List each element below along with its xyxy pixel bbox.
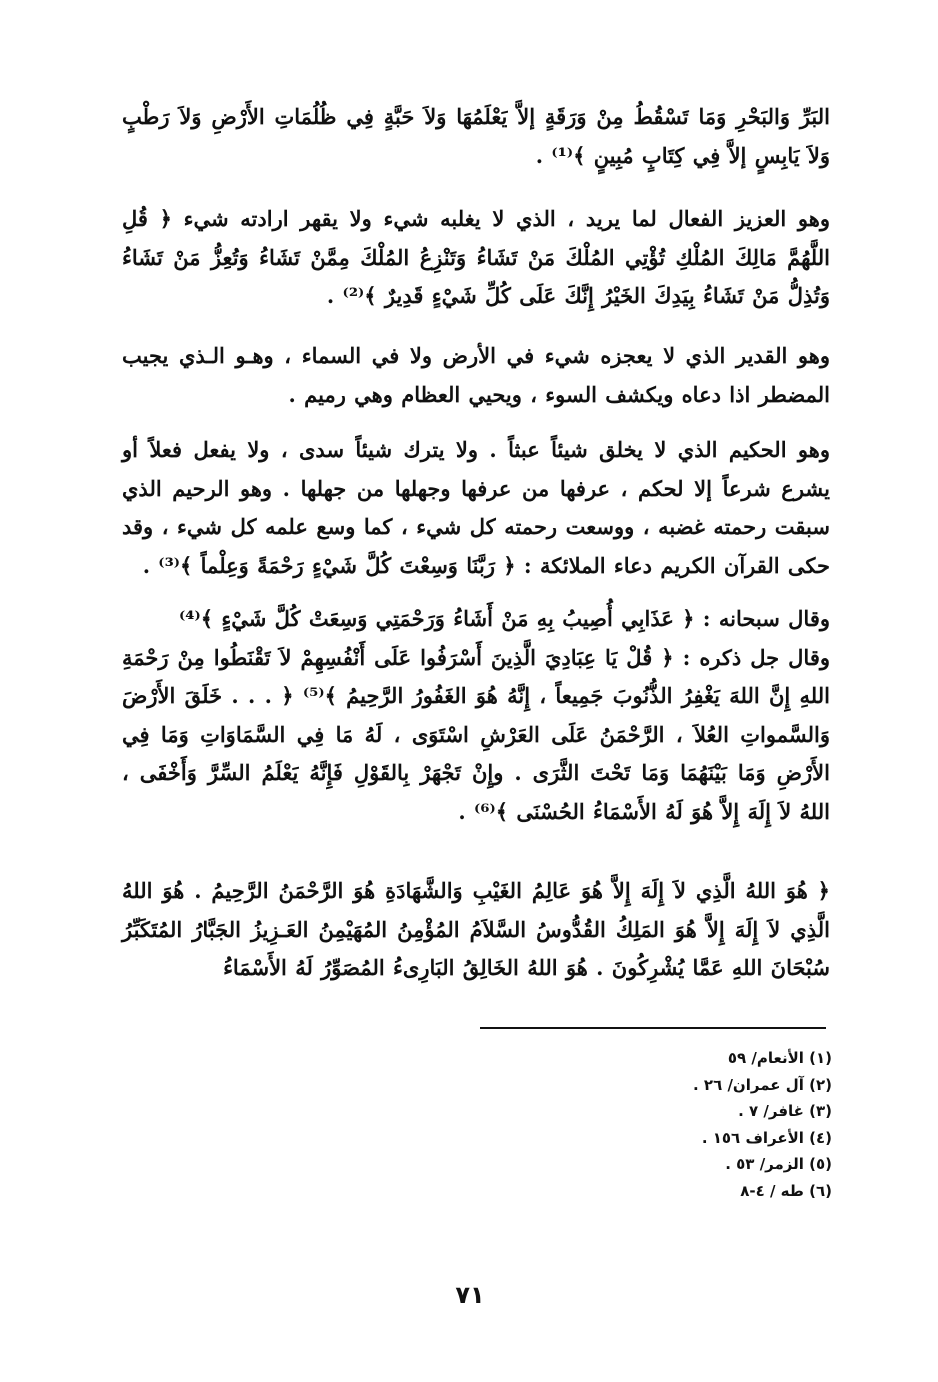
footnotes-list: [480, 1045, 832, 1204]
verse-line-sobhanah: وقال سبحانه : ﴿ عَذَابِي أُصِيبُ بِهِ مَنْ أَشَاءُ وَرَحْمَتِي وَسِعَتْ كُلَّ شَيْءٍ ﴾⁽⁴⁾: [179, 606, 830, 631]
footnote-item: (١) الأنعام/ ٥٩: [727, 1049, 832, 1067]
paragraph-verses: [122, 600, 830, 831]
paragraph-verse-continuation: البَرِّ وَالبَحْرِ وَمَا تَسْقُطُ مِنْ وَرَقَةٍ إلاَّ يَعْلَمُهَا وَلاَ حَبَّةٍ فِي ظُلُمَاتِ الأَرْضِ وَلاَ رَطْبٍ وَلاَ يَابِسٍ إلاَّ فِي كِتَابٍ مُبِينٍ ﴾⁽¹⁾ .: [122, 104, 830, 168]
footnote-item: (٥) الزمر/ ٥٣ .: [725, 1155, 832, 1173]
footnote-item: (٤) الأعراف ١٥٦ .: [701, 1128, 832, 1147]
footnote-divider: [480, 1027, 826, 1029]
page-number: ٧١: [455, 1281, 485, 1309]
paragraph-closing-verse: ﴿ هُوَ اللهُ الَّذِي لاَ إِلَهَ إِلاَّ هُوَ عَالِمُ الغَيْبِ وَالشَّهَادَةِ هُوَ الرَّحْمَنُ الرَّحِيمُ . هُوَ اللهُ الَّذِي لاَ إِلَهَ إِلاَّ هُوَ المَلِكُ القُدُّوسُ السَّلاَمُ المُؤْمِنُ المُهَيْمِنُ العَـزِيزُ الجَبَّارُ المُتَكَبِّرُ سُبْحَانَ اللهِ عَمَّا يُشْرِكُونَ . هُوَ اللهُ الخَالِقُ البَارِىءُ المُصَوِّرُ لَهُ الأَسْمَاءُ: [122, 878, 830, 980]
footnote-item: (٦) طه / ٤-٨: [740, 1181, 832, 1200]
paragraph-al-aziz: وهو العزيز الفعال لما يريد ، الذي لا يغلبه شيء ولا يقهر ارادته شيء ﴿ قُلِ اللَّهُمَّ مَالِكَ المُلْكِ تُؤْتِي المُلْكَ مَنْ تَشَاءُ وَتَنْزِعُ المُلْكَ مِمَّنْ تَشَاءُ وَتُعِزُّ مَنْ تَشَاءُ وَتُذِلُّ مَنْ تَشَاءُ بِيَدِكَ الخَيْرُ إِنَّكَ عَلَى كُلِّ شَيْءٍ قَدِيرٌ ﴾⁽²⁾ .: [122, 206, 830, 308]
footnote-item: (٢) آل عمران/ ٢٦ .: [693, 1075, 832, 1094]
verse-line-jalla-dhikruh: وقال جل ذكره : ﴿ قُلْ يَا عِبَادِيَ الَّذِينَ أَسْرَفُوا عَلَى أَنْفُسِهِمْ لاَ تَقْنَطُوا مِنْ رَحْمَةِ اللهِ إِنَّ اللهَ يَغْفِرُ الذُّنُوبَ جَمِيعاً ، إِنَّهُ هُوَ الغَفُورُ الرَّحِيمُ ﴾⁽⁵⁾ ﴿ . . . خَلَقَ الأَرْضَ وَالسَّمواتِ العُلاَ ، الرَّحْمَنُ عَلَى العَرْشِ اسْتَوَى ، لَهُ مَا فِي السَّمَاوَاتِ وَمَا فِي الأَرْضِ وَمَا بَيْنَهُمَا وَمَا تَحْتَ الثَّرَى . وإِنْ تَجْهَرْ بِالقَوْلِ فَإِنَّهُ يَعْلَمُ السِّرَّ وَأَخْفَى ، اللهُ لاَ إِلَهَ إِلاَّ هُوَ لَهُ الأَسْمَاءُ الحُسْنَى ﴾⁽⁶⁾ .: [122, 644, 830, 824]
paragraph-al-qadir: وهو القدير الذي لا يعجزه شيء في الأرض ولا في السماء ، وهـو الـذي يجيب المضطر اذا دعاه ويكشف السوء ، ويحيي العظام وهي رميم .: [122, 343, 830, 407]
footnote-item: (٣) غافر/ ٧ .: [738, 1102, 832, 1120]
paragraph-al-hakim: وهو الحكيم الذي لا يخلق شيئاً عبثاً . ولا يترك شيئاً سدى ، ولا يفعل فعلاً أو يشرع شرعاً إلا لحكم ، عرفها من عرفها وجهلها من جهلها . وهو الرحيم الذي سبقت رحمته غضبه ، ووسعت رحمته كل شيء ، كما وسع علمه كل شيء ، وقد حكى القرآن الكريم دعاء الملائكة : ﴿ رَبَّنَا وَسِعْتَ كُلَّ شَيْءٍ رَحْمَةً وَعِلْماً ﴾⁽³⁾ .: [122, 437, 830, 578]
